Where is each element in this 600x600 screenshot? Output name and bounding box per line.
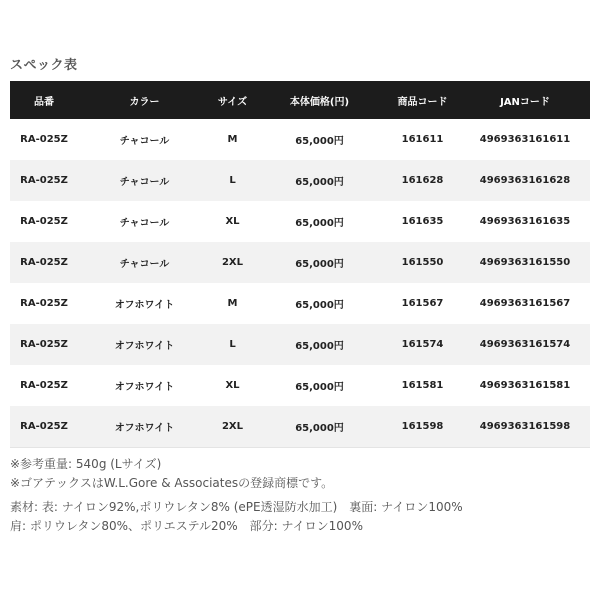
cell-size: L — [211, 324, 254, 365]
cell-size: M — [211, 283, 254, 324]
cell-jan-code: 4969363161574 — [460, 324, 590, 365]
cell-price: 65,000円 — [254, 242, 385, 283]
cell-color: チャコール — [78, 242, 211, 283]
trademark-note: ※ゴアテックスはW.L.Gore & Associatesの登録商標です。 — [10, 476, 334, 490]
cell-part-number: RA-025Z — [10, 283, 78, 324]
cell-product-code: 161550 — [385, 242, 460, 283]
header-color: カラー — [78, 81, 211, 119]
cell-product-code: 161581 — [385, 365, 460, 406]
cell-price: 65,000円 — [254, 365, 385, 406]
spec-table — [10, 81, 590, 448]
cell-color: チャコール — [78, 160, 211, 201]
cell-size: L — [211, 160, 254, 201]
cell-part-number: RA-025Z — [10, 201, 78, 242]
cell-jan-code: 4969363161635 — [460, 201, 590, 242]
cell-color: チャコール — [78, 119, 211, 160]
cell-part-number: RA-025Z — [10, 242, 78, 283]
cell-color: オフホワイト — [78, 365, 211, 406]
cell-jan-code: 4969363161567 — [460, 283, 590, 324]
table-row — [10, 365, 590, 406]
cell-size: M — [211, 119, 254, 160]
cell-part-number: RA-025Z — [10, 119, 78, 160]
cell-color: オフホワイト — [78, 283, 211, 324]
weight-note: ※参考重量: 540g (Lサイズ) — [10, 457, 162, 471]
cell-color: オフホワイト — [78, 406, 211, 448]
table-row — [10, 201, 590, 242]
cell-price: 65,000円 — [254, 324, 385, 365]
cell-product-code: 161598 — [385, 406, 460, 448]
header-product-code: 商品コード — [385, 81, 460, 119]
cell-color: オフホワイト — [78, 324, 211, 365]
cell-price: 65,000円 — [254, 201, 385, 242]
cell-size: 2XL — [211, 242, 254, 283]
table-row — [10, 406, 590, 448]
table-row — [10, 283, 590, 324]
material-note-line-1: 素材: 表: ナイロン92%,ポリウレタン8% (ePE透湿防水加工) 裏面: ナイロン100% — [10, 500, 463, 514]
cell-part-number: RA-025Z — [10, 324, 78, 365]
cell-jan-code: 4969363161550 — [460, 242, 590, 283]
cell-jan-code: 4969363161628 — [460, 160, 590, 201]
cell-color: チャコール — [78, 201, 211, 242]
cell-price: 65,000円 — [254, 283, 385, 324]
header-size: サイズ — [211, 81, 254, 119]
cell-size: 2XL — [211, 406, 254, 448]
material-note-line-2: 肩: ポリウレタン80%、ポリエステル20% 部分: ナイロン100% — [10, 519, 363, 533]
cell-size: XL — [211, 365, 254, 406]
cell-product-code: 161628 — [385, 160, 460, 201]
table-row — [10, 324, 590, 365]
cell-part-number: RA-025Z — [10, 406, 78, 448]
cell-product-code: 161611 — [385, 119, 460, 160]
header-price: 本体価格(円) — [254, 81, 385, 119]
cell-price: 65,000円 — [254, 160, 385, 201]
cell-jan-code: 4969363161611 — [460, 119, 590, 160]
cell-jan-code: 4969363161598 — [460, 406, 590, 448]
table-row — [10, 160, 590, 201]
page-title: スペック表 — [10, 58, 78, 73]
notes-section — [10, 455, 590, 536]
cell-product-code: 161567 — [385, 283, 460, 324]
header-part-number: 品番 — [10, 81, 78, 119]
header-jan-code: JANコード — [460, 81, 590, 119]
cell-part-number: RA-025Z — [10, 160, 78, 201]
table-row — [10, 242, 590, 283]
table-header-row — [10, 81, 590, 119]
cell-size: XL — [211, 201, 254, 242]
cell-part-number: RA-025Z — [10, 365, 78, 406]
cell-product-code: 161574 — [385, 324, 460, 365]
cell-product-code: 161635 — [385, 201, 460, 242]
cell-price: 65,000円 — [254, 406, 385, 448]
cell-jan-code: 4969363161581 — [460, 365, 590, 406]
cell-price: 65,000円 — [254, 119, 385, 160]
table-row — [10, 119, 590, 160]
